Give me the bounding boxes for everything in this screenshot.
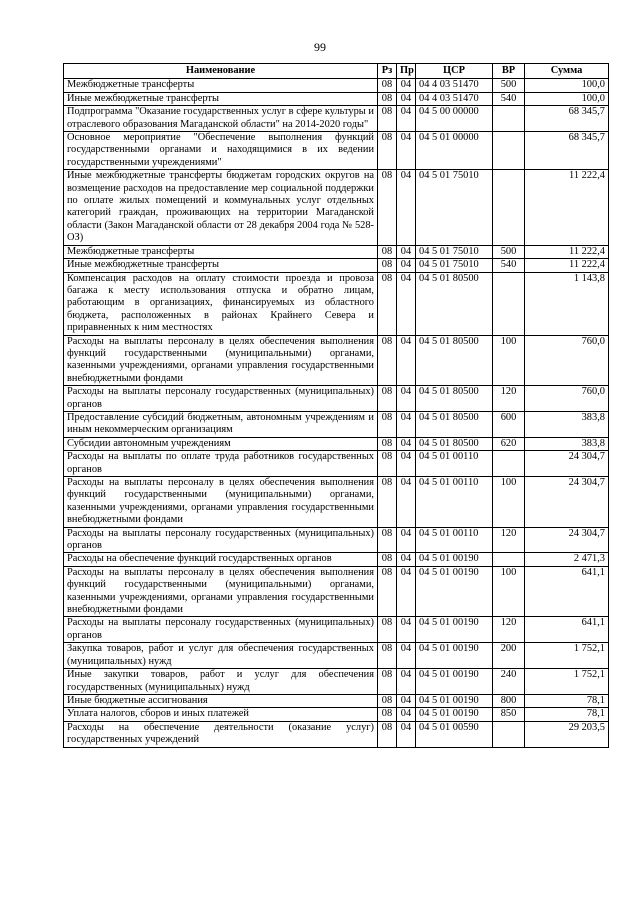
cell-sum: 641,1 <box>525 566 609 617</box>
cell-pr: 04 <box>397 411 416 437</box>
cell-vr <box>493 721 525 747</box>
cell-pr: 04 <box>397 477 416 528</box>
cell-sum: 1 752,1 <box>525 669 609 695</box>
cell-rz: 08 <box>378 566 397 617</box>
cell-vr: 120 <box>493 617 525 643</box>
cell-name: Расходы на обеспечение деятельности (оказание услуг) государственных учреждений <box>64 721 378 747</box>
cell-csr: 04 5 01 00110 <box>416 477 493 528</box>
table-row <box>64 386 609 412</box>
cell-pr: 04 <box>397 335 416 386</box>
cell-rz: 08 <box>378 694 397 707</box>
cell-csr: 04 5 01 80500 <box>416 386 493 412</box>
cell-pr: 04 <box>397 79 416 92</box>
cell-rz: 08 <box>378 92 397 105</box>
cell-name: Иные закупки товаров, работ и услуг для обеспечения государственных (муниципальных) нужд <box>64 669 378 695</box>
cell-csr: 04 5 01 75010 <box>416 245 493 258</box>
table-row <box>64 79 609 92</box>
cell-sum: 100,0 <box>525 79 609 92</box>
cell-name: Расходы на выплаты по оплате труда работников государственных органов <box>64 451 378 477</box>
cell-vr: 540 <box>493 259 525 272</box>
cell-csr: 04 5 01 75010 <box>416 259 493 272</box>
cell-vr: 100 <box>493 566 525 617</box>
cell-vr: 100 <box>493 477 525 528</box>
cell-pr: 04 <box>397 643 416 669</box>
table-row <box>64 170 609 245</box>
cell-vr: 200 <box>493 643 525 669</box>
cell-csr: 04 5 01 00190 <box>416 669 493 695</box>
cell-rz: 08 <box>378 437 397 450</box>
cell-csr: 04 5 01 00190 <box>416 694 493 707</box>
cell-sum: 11 222,4 <box>525 245 609 258</box>
cell-name: Иные межбюджетные трансферты <box>64 259 378 272</box>
cell-pr: 04 <box>397 451 416 477</box>
cell-name: Межбюджетные трансферты <box>64 79 378 92</box>
cell-csr: 04 5 01 00190 <box>416 643 493 669</box>
cell-pr: 04 <box>397 437 416 450</box>
cell-vr <box>493 132 525 170</box>
cell-rz: 08 <box>378 79 397 92</box>
cell-pr: 04 <box>397 669 416 695</box>
table-row <box>64 721 609 747</box>
cell-rz: 08 <box>378 386 397 412</box>
cell-pr: 04 <box>397 132 416 170</box>
cell-sum: 760,0 <box>525 335 609 386</box>
cell-pr: 04 <box>397 553 416 566</box>
cell-rz: 08 <box>378 669 397 695</box>
cell-csr: 04 5 01 00190 <box>416 553 493 566</box>
header-sum: Сумма <box>525 64 609 79</box>
cell-rz: 08 <box>378 335 397 386</box>
cell-csr: 04 5 01 80500 <box>416 335 493 386</box>
cell-sum: 68 345,7 <box>525 106 609 132</box>
cell-vr: 540 <box>493 92 525 105</box>
cell-rz: 08 <box>378 553 397 566</box>
cell-pr: 04 <box>397 92 416 105</box>
table-row <box>64 669 609 695</box>
cell-sum: 24 304,7 <box>525 527 609 553</box>
cell-vr <box>493 451 525 477</box>
cell-pr: 04 <box>397 245 416 258</box>
table-row <box>64 553 609 566</box>
cell-rz: 08 <box>378 259 397 272</box>
cell-rz: 08 <box>378 272 397 335</box>
table-row <box>64 708 609 721</box>
cell-rz: 08 <box>378 451 397 477</box>
cell-name: Предоставление субсидий бюджетным, автономным учреждениям и иным некоммерческим организациям <box>64 411 378 437</box>
cell-vr: 120 <box>493 527 525 553</box>
cell-name: Иные межбюджетные трансферты <box>64 92 378 105</box>
header-csr: ЦСР <box>416 64 493 79</box>
cell-pr: 04 <box>397 386 416 412</box>
cell-csr: 04 5 01 80500 <box>416 437 493 450</box>
cell-name: Иные межбюджетные трансферты бюджетам городских округов на возмещение расходов на предоставление мер социальной поддержки по оплате жилых помещений и коммунальных услуг отдельных категорий граждан, проживающих на территории Магаданской области (Закон Магаданской области от 28 декабря 2004 года № 528-ОЗ) <box>64 170 378 245</box>
page-number: 99 <box>314 40 326 54</box>
table-row <box>64 106 609 132</box>
cell-name: Основное мероприятие "Обеспечение выполнения функций государственными органами и находящимися в их ведении государственными учреждениями" <box>64 132 378 170</box>
header-vr: ВР <box>493 64 525 79</box>
cell-csr: 04 5 01 00190 <box>416 617 493 643</box>
cell-name: Расходы на выплаты персоналу государственных (муниципальных) органов <box>64 527 378 553</box>
cell-pr: 04 <box>397 170 416 245</box>
cell-csr: 04 5 01 80500 <box>416 411 493 437</box>
cell-rz: 08 <box>378 527 397 553</box>
table-row <box>64 335 609 386</box>
cell-csr: 04 5 01 80500 <box>416 272 493 335</box>
cell-name: Закупка товаров, работ и услуг для обеспечения государственных (муниципальных) нужд <box>64 643 378 669</box>
cell-pr: 04 <box>397 708 416 721</box>
cell-rz: 08 <box>378 170 397 245</box>
table-row <box>64 92 609 105</box>
cell-vr: 240 <box>493 669 525 695</box>
table-row <box>64 132 609 170</box>
table-row <box>64 272 609 335</box>
cell-name: Компенсация расходов на оплату стоимости проезда и провоза багажа к месту использования отпуска и обратно лицам, работающим в организациях, финансируемых из областного бюджета, расположенных в районах Крайнего Севера и приравненных к ним местностях <box>64 272 378 335</box>
table-row <box>64 643 609 669</box>
cell-csr: 04 5 01 00190 <box>416 708 493 721</box>
cell-name: Подпрограмма "Оказание государственных услуг в сфере культуры и отраслевого образования Магаданской области" на 2014-2020 годы" <box>64 106 378 132</box>
table-row <box>64 527 609 553</box>
cell-name: Расходы на выплаты персоналу в целях обеспечения выполнения функций государственными (муниципальными) органами, казенными учреждениями, органами управления государственными внебюджетными фондами <box>64 477 378 528</box>
cell-sum: 383,8 <box>525 437 609 450</box>
budget-table <box>63 63 609 748</box>
cell-sum: 11 222,4 <box>525 170 609 245</box>
cell-pr: 04 <box>397 694 416 707</box>
cell-vr: 100 <box>493 335 525 386</box>
table-row <box>64 245 609 258</box>
cell-sum: 100,0 <box>525 92 609 105</box>
cell-rz: 08 <box>378 708 397 721</box>
cell-pr: 04 <box>397 527 416 553</box>
cell-name: Расходы на выплаты персоналу в целях обеспечения выполнения функций государственными (муниципальными) органами, казенными учреждениями, органами управления государственными внебюджетными фондами <box>64 566 378 617</box>
cell-rz: 08 <box>378 132 397 170</box>
table-row <box>64 259 609 272</box>
cell-rz: 08 <box>378 617 397 643</box>
cell-vr <box>493 106 525 132</box>
cell-rz: 08 <box>378 106 397 132</box>
cell-rz: 08 <box>378 477 397 528</box>
cell-sum: 68 345,7 <box>525 132 609 170</box>
cell-sum: 2 471,3 <box>525 553 609 566</box>
cell-csr: 04 5 01 00190 <box>416 566 493 617</box>
cell-pr: 04 <box>397 721 416 747</box>
cell-sum: 29 203,5 <box>525 721 609 747</box>
cell-rz: 08 <box>378 245 397 258</box>
cell-name: Уплата налогов, сборов и иных платежей <box>64 708 378 721</box>
cell-vr: 500 <box>493 79 525 92</box>
cell-vr <box>493 170 525 245</box>
cell-name: Иные бюджетные ассигнования <box>64 694 378 707</box>
table-row <box>64 437 609 450</box>
cell-name: Межбюджетные трансферты <box>64 245 378 258</box>
cell-rz: 08 <box>378 643 397 669</box>
cell-csr: 04 5 01 75010 <box>416 170 493 245</box>
cell-pr: 04 <box>397 272 416 335</box>
header-pr: Пр <box>397 64 416 79</box>
cell-vr: 120 <box>493 386 525 412</box>
cell-sum: 641,1 <box>525 617 609 643</box>
cell-vr: 620 <box>493 437 525 450</box>
cell-csr: 04 5 00 00000 <box>416 106 493 132</box>
cell-vr <box>493 553 525 566</box>
table-row <box>64 411 609 437</box>
table-header-row <box>64 64 609 79</box>
table-row <box>64 566 609 617</box>
cell-csr: 04 5 01 00000 <box>416 132 493 170</box>
cell-vr: 850 <box>493 708 525 721</box>
cell-vr: 500 <box>493 245 525 258</box>
cell-sum: 24 304,7 <box>525 477 609 528</box>
cell-sum: 78,1 <box>525 694 609 707</box>
cell-sum: 11 222,4 <box>525 259 609 272</box>
cell-vr: 600 <box>493 411 525 437</box>
cell-pr: 04 <box>397 617 416 643</box>
cell-sum: 1 143,8 <box>525 272 609 335</box>
cell-pr: 04 <box>397 106 416 132</box>
cell-name: Расходы на выплаты персоналу государственных (муниципальных) органов <box>64 617 378 643</box>
cell-rz: 08 <box>378 721 397 747</box>
cell-sum: 383,8 <box>525 411 609 437</box>
cell-sum: 24 304,7 <box>525 451 609 477</box>
cell-vr <box>493 272 525 335</box>
cell-name: Расходы на обеспечение функций государственных органов <box>64 553 378 566</box>
cell-csr: 04 4 03 51470 <box>416 92 493 105</box>
cell-csr: 04 5 01 00590 <box>416 721 493 747</box>
cell-pr: 04 <box>397 259 416 272</box>
cell-sum: 78,1 <box>525 708 609 721</box>
header-name: Наименование <box>64 64 378 79</box>
cell-sum: 1 752,1 <box>525 643 609 669</box>
table-row <box>64 694 609 707</box>
cell-csr: 04 5 01 00110 <box>416 527 493 553</box>
cell-name: Расходы на выплаты персоналу государственных (муниципальных) органов <box>64 386 378 412</box>
cell-name: Расходы на выплаты персоналу в целях обеспечения выполнения функций государственными (муниципальными) органами, казенными учреждениями, органами управления государственными внебюджетными фондами <box>64 335 378 386</box>
cell-rz: 08 <box>378 411 397 437</box>
table-row <box>64 451 609 477</box>
cell-csr: 04 4 03 51470 <box>416 79 493 92</box>
table-row <box>64 477 609 528</box>
cell-sum: 760,0 <box>525 386 609 412</box>
table-row <box>64 617 609 643</box>
cell-vr: 800 <box>493 694 525 707</box>
cell-name: Субсидии автономным учреждениям <box>64 437 378 450</box>
header-rz: Рз <box>378 64 397 79</box>
cell-csr: 04 5 01 00110 <box>416 451 493 477</box>
cell-pr: 04 <box>397 566 416 617</box>
